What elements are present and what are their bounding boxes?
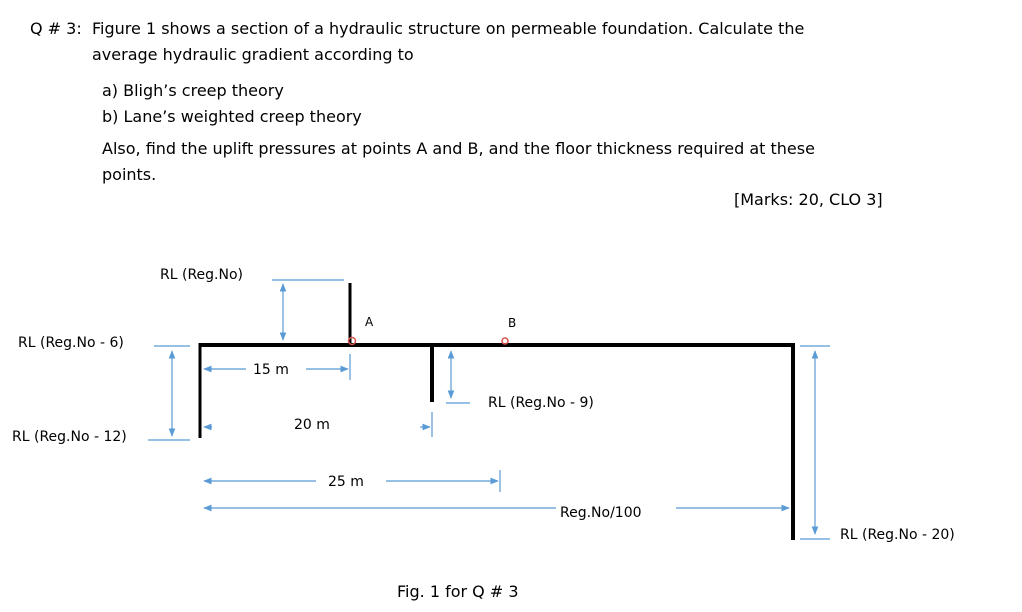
label-dim-20: 20 m: [294, 417, 330, 433]
label-rl-upstream-pile: RL (Reg.No - 12): [12, 429, 127, 445]
label-dim-25: 25 m: [328, 474, 364, 490]
option-a: a) Bligh’s creep theory: [102, 81, 284, 100]
label-rl-middle-pile: RL (Reg.No - 9): [488, 395, 594, 411]
question-number: Q # 3:: [30, 19, 82, 38]
also-text-line2: points.: [102, 165, 157, 184]
question-text-line2: average hydraulic gradient according to: [92, 45, 414, 64]
option-b: b) Lane’s weighted creep theory: [102, 107, 362, 126]
label-dim-15: 15 m: [253, 362, 289, 378]
label-dim-total: Reg.No/100: [560, 505, 642, 521]
label-rl-floor: RL (Reg.No - 6): [18, 335, 124, 351]
also-text-line1: Also, find the uplift pressures at points A and B, and the floor thickness required at these: [102, 139, 815, 158]
question-text-line1: Figure 1 shows a section of a hydraulic structure on permeable foundation. Calculate the: [92, 19, 805, 38]
label-rl-top: RL (Reg.No): [160, 267, 243, 283]
label-rl-downstream-pile: RL (Reg.No - 20): [840, 527, 955, 543]
figure-caption: Fig. 1 for Q # 3: [397, 582, 519, 601]
label-point-a: A: [365, 315, 374, 329]
label-point-b: B: [508, 316, 517, 330]
marks-label: [Marks: 20, CLO 3]: [734, 190, 883, 209]
structure: [199, 283, 793, 540]
